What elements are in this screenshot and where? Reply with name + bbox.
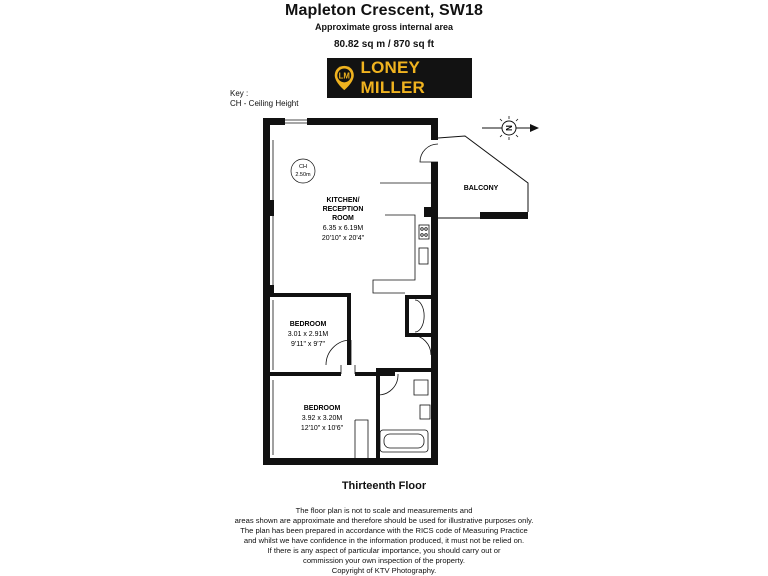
total-area: 80.82 sq m / 870 sq ft	[333, 39, 435, 50]
bedroom1-metric: 3.01 x 2.91M	[287, 331, 329, 338]
logo-text: LONEY MILLER	[360, 58, 425, 97]
wall-bedroom2-top	[263, 372, 341, 376]
wall-bedroom1-top	[263, 293, 351, 297]
wall-right-top	[431, 118, 438, 140]
wall-bathroom-top	[376, 368, 431, 372]
disclaimer-line: and whilst we have confidence in the information produced, it must not be relied on.	[243, 536, 525, 545]
wall-bottom-left	[263, 458, 380, 465]
disclaimer-line: Copyright of KTV Photography.	[331, 566, 437, 575]
disclaimer-line: areas shown are approximate and therefore should be used for illustrative purposes only.	[234, 516, 534, 525]
bedroom2-name: BEDROOM	[303, 405, 341, 412]
bedroom2-imperial: 12'10" x 10'6"	[300, 425, 344, 432]
kitchen-imperial: 20'10" x 20'4"	[321, 235, 365, 242]
disclaimer-line: commission your own inspection of the property.	[303, 556, 465, 565]
key-title: Key :	[230, 89, 249, 98]
kitchen-name-2: RECEPTION	[322, 206, 364, 213]
wall-top-right	[307, 118, 438, 125]
bedroom1-imperial: 9'11" x 9'7"	[291, 341, 325, 348]
floor-label: Thirteenth Floor	[341, 480, 427, 492]
logo-mark-text: LM	[338, 71, 350, 81]
ceiling-height-marker	[291, 159, 315, 183]
ceiling-label: CH	[299, 164, 307, 170]
balcony-name: BALCONY	[463, 185, 499, 192]
wall-left	[263, 118, 270, 465]
wall-bedroom1-right	[347, 293, 351, 365]
page-title: Mapleton Crescent, SW18	[285, 2, 483, 19]
key-item: CH - Ceiling Height	[230, 99, 299, 108]
disclaimer-line: The floor plan is not to scale and measurements and	[295, 506, 473, 515]
disclaimer-line: If there is any aspect of particular importance, you should carry out or	[267, 546, 501, 555]
balcony-rail-bottom	[480, 212, 528, 219]
compass-icon	[482, 116, 539, 140]
ceiling-value: 2.50m	[295, 172, 311, 178]
kitchen-units	[373, 183, 431, 293]
wall-bottom-right	[373, 458, 436, 465]
kitchen-name-1: KITCHEN/	[326, 197, 360, 204]
disclaimer-line: The plan has been prepared in accordance with the RICS code of Measuring Practice	[240, 526, 528, 535]
kitchen-name-3: ROOM	[332, 215, 354, 222]
bedroom2-metric: 3.92 x 3.20M	[301, 415, 343, 422]
compass-letter: N	[504, 125, 513, 131]
disclaimer	[0, 506, 768, 576]
kitchen-metric: 6.35 x 6.19M	[322, 225, 364, 232]
area-subtitle: Approximate gross internal area	[314, 22, 454, 32]
bedroom1-name: BEDROOM	[289, 321, 327, 328]
